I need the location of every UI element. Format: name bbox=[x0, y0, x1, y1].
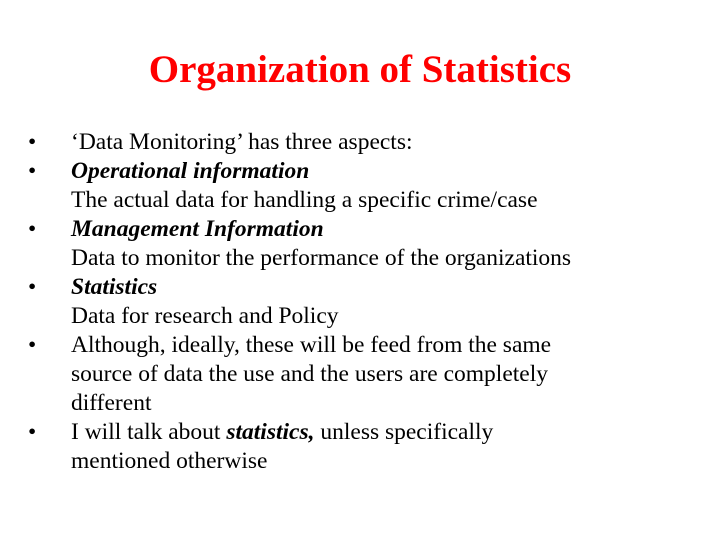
bullet-list bbox=[28, 128, 700, 476]
bullet-dot-icon: • bbox=[28, 274, 37, 300]
bullet-dot-icon: • bbox=[28, 419, 37, 445]
bullet-item bbox=[28, 157, 700, 215]
bullet-heading: Operational information bbox=[71, 158, 310, 184]
bullet-text-part: unless specifically bbox=[314, 419, 494, 445]
bullet-text bbox=[71, 418, 700, 447]
bullet-text: ‘Data Monitoring’ has three aspects: bbox=[71, 129, 413, 155]
bullet-text: different bbox=[71, 390, 152, 416]
bullet-emphasis: statistics, bbox=[226, 419, 315, 445]
bullet-text: The actual data for handling a specific crime/case bbox=[71, 187, 538, 213]
bullet-text-part: I will talk about bbox=[71, 419, 227, 445]
slide-title: Organization of Statistics bbox=[148, 48, 572, 91]
bullet-heading: Management Information bbox=[71, 216, 324, 242]
bullet-heading: Statistics bbox=[71, 274, 158, 300]
bullet-text: Although, ideally, these will be feed from the same bbox=[71, 332, 552, 358]
bullet-item bbox=[28, 128, 700, 157]
bullet-item bbox=[28, 418, 700, 476]
bullet-item bbox=[28, 215, 700, 273]
bullet-text: mentioned otherwise bbox=[71, 448, 268, 474]
bullet-dot-icon: • bbox=[28, 332, 37, 358]
bullet-dot-icon: • bbox=[28, 129, 37, 155]
bullet-dot-icon: • bbox=[28, 158, 37, 184]
bullet-text: Data to monitor the performance of the organizations bbox=[71, 245, 572, 271]
bullet-item bbox=[28, 331, 700, 418]
bullet-text: source of data the use and the users are completely bbox=[71, 361, 548, 387]
bullet-text: Data for research and Policy bbox=[71, 303, 339, 329]
bullet-dot-icon: • bbox=[28, 216, 37, 242]
bullet-item bbox=[28, 273, 700, 331]
